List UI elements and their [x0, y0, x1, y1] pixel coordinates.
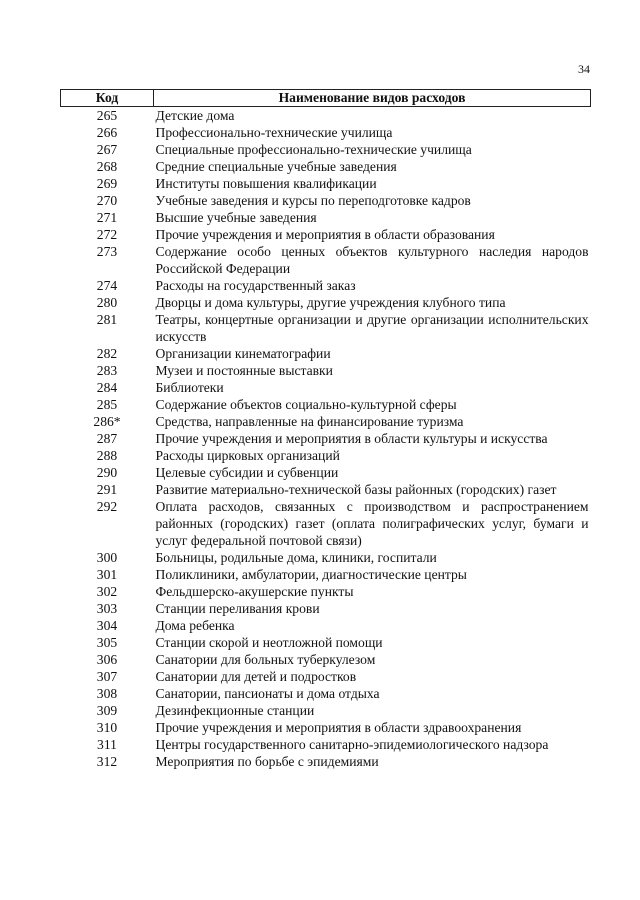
- name-column-header: Наименование видов расходов: [154, 90, 591, 107]
- expense-code: 312: [96, 754, 118, 769]
- expense-code: 306: [96, 652, 118, 667]
- expense-code: 283: [96, 363, 118, 378]
- table-row: [61, 753, 591, 770]
- expense-code: 272: [96, 227, 118, 242]
- expense-name: Содержание особо ценных объектов культурного наследия народов Российской Федерации: [155, 244, 589, 276]
- expense-code: 287: [96, 431, 118, 446]
- expense-name: Прочие учреждения и мероприятия в области образования: [155, 227, 495, 242]
- expense-name: Учебные заведения и курсы по переподготовке кадров: [155, 193, 471, 208]
- table-row: [61, 447, 591, 464]
- expense-name: Средства, направленные на финансирование туризма: [155, 414, 464, 429]
- table-row: [61, 175, 591, 192]
- expense-code: 302: [96, 584, 118, 599]
- expense-name: Санатории для детей и подростков: [155, 669, 357, 684]
- expense-name: Развитие материально-технической базы районных (городских) газет: [155, 482, 557, 497]
- table-row: [61, 498, 591, 549]
- table-row: [61, 464, 591, 481]
- expense-code: 273: [96, 244, 118, 259]
- table-row: [61, 430, 591, 447]
- table-row: [61, 345, 591, 362]
- table-row: [61, 549, 591, 566]
- expense-code: 282: [96, 346, 118, 361]
- expense-code: 280: [96, 295, 118, 310]
- table-row: [61, 396, 591, 413]
- expense-name: Станции переливания крови: [155, 601, 320, 616]
- expense-code: 309: [96, 703, 118, 718]
- expense-code: 269: [96, 176, 118, 191]
- expense-code: 274: [96, 278, 118, 293]
- expense-code: 288: [96, 448, 118, 463]
- table-row: [61, 617, 591, 634]
- expense-name: Высшие учебные заведения: [155, 210, 317, 225]
- table-row: [61, 702, 591, 719]
- expense-code: 270: [96, 193, 118, 208]
- expense-code: 266: [96, 125, 118, 140]
- expense-code: 267: [96, 142, 118, 157]
- expense-code: 304: [96, 618, 118, 633]
- table-row: [61, 566, 591, 583]
- table-row: [61, 158, 591, 175]
- expense-code: 301: [96, 567, 118, 582]
- expense-code: 307: [96, 669, 118, 684]
- expense-name: Дворцы и дома культуры, другие учреждения клубного типа: [155, 295, 506, 310]
- table-row: [61, 209, 591, 226]
- expense-code: 300: [96, 550, 118, 565]
- table-row: [61, 668, 591, 685]
- expense-name: Санатории для больных туберкулезом: [155, 652, 376, 667]
- table-row: [61, 634, 591, 651]
- table-row: [61, 311, 591, 345]
- expense-name: Санатории, пансионаты и дома отдыха: [155, 686, 380, 701]
- table-row: [61, 294, 591, 311]
- code-column-header: Код: [61, 90, 154, 107]
- expense-code: 271: [96, 210, 118, 225]
- expense-name: Детские дома: [155, 108, 235, 123]
- expense-name: Мероприятия по борьбе с эпидемиями: [155, 754, 379, 769]
- expense-code: 311: [97, 737, 117, 752]
- expense-name: Прочие учреждения и мероприятия в области здравоохранения: [155, 720, 522, 735]
- table-row: [61, 243, 591, 277]
- expense-code: 284: [96, 380, 118, 395]
- expense-name: Прочие учреждения и мероприятия в области культуры и искусства: [155, 431, 548, 446]
- expense-name: Институты повышения квалификации: [155, 176, 377, 191]
- expense-name: Центры государственного санитарно-эпидемиологического надзора: [155, 737, 549, 752]
- expense-name: Целевые субсидии и субвенции: [155, 465, 339, 480]
- expense-name: Расходы на государственный заказ: [155, 278, 356, 293]
- expense-name: Расходы цирковых организаций: [155, 448, 340, 463]
- table-row: [61, 600, 591, 617]
- page-number: 34: [578, 62, 590, 76]
- table-row: [61, 141, 591, 158]
- expense-name: Оплата расходов, связанных с производством и распространением районных (городских) газет (оплата полиграфических услуг, бумаги и услуг федеральной почтовой связи): [155, 499, 589, 548]
- expense-code: 285: [96, 397, 118, 412]
- expense-code: 308: [96, 686, 118, 701]
- expense-name: Организации кинематографии: [155, 346, 331, 361]
- table-row: [61, 481, 591, 498]
- expense-name: Дома ребенка: [155, 618, 235, 633]
- expense-name: Дезинфекционные станции: [155, 703, 315, 718]
- table-row: [61, 379, 591, 396]
- expense-name: Поликлиники, амбулатории, диагностические центры: [155, 567, 467, 582]
- expense-name: Содержание объектов социально-культурной сферы: [155, 397, 457, 412]
- table-row: [61, 651, 591, 668]
- expense-name: Музеи и постоянные выставки: [155, 363, 333, 378]
- expense-code: 286*: [93, 414, 121, 429]
- expense-name: Больницы, родильные дома, клиники, госпитали: [155, 550, 437, 565]
- table-row: [61, 107, 591, 125]
- table-row: [61, 685, 591, 702]
- expense-code: 291: [96, 482, 118, 497]
- expense-name: Станции скорой и неотложной помощи: [155, 635, 383, 650]
- expense-name: Театры, концертные организации и другие организации исполнительских искусств: [155, 312, 589, 344]
- table-row: [61, 583, 591, 600]
- table-row: [61, 277, 591, 294]
- expense-name: Фельдшерско-акушерские пункты: [155, 584, 354, 599]
- table-header-row: [61, 90, 591, 107]
- expense-code: 310: [96, 720, 118, 735]
- table-row: [61, 719, 591, 736]
- table-row: [61, 192, 591, 209]
- expense-code: 303: [96, 601, 118, 616]
- expense-name: Средние специальные учебные заведения: [155, 159, 397, 174]
- table-body: [61, 107, 591, 771]
- table-row: [61, 226, 591, 243]
- expense-code: 290: [96, 465, 118, 480]
- expense-code: 292: [96, 499, 118, 514]
- expense-code: 305: [96, 635, 118, 650]
- expense-name: Специальные профессионально-технические училища: [155, 142, 472, 157]
- expense-name: Профессионально-технические училища: [155, 125, 393, 140]
- expense-code: 268: [96, 159, 118, 174]
- table-row: [61, 736, 591, 753]
- table-row: [61, 413, 591, 430]
- expense-code: 281: [96, 312, 118, 327]
- table-row: [61, 362, 591, 379]
- expense-codes-table: [60, 89, 591, 770]
- expense-name: Библиотеки: [155, 380, 224, 395]
- table-row: [61, 124, 591, 141]
- expense-code: 265: [96, 108, 118, 123]
